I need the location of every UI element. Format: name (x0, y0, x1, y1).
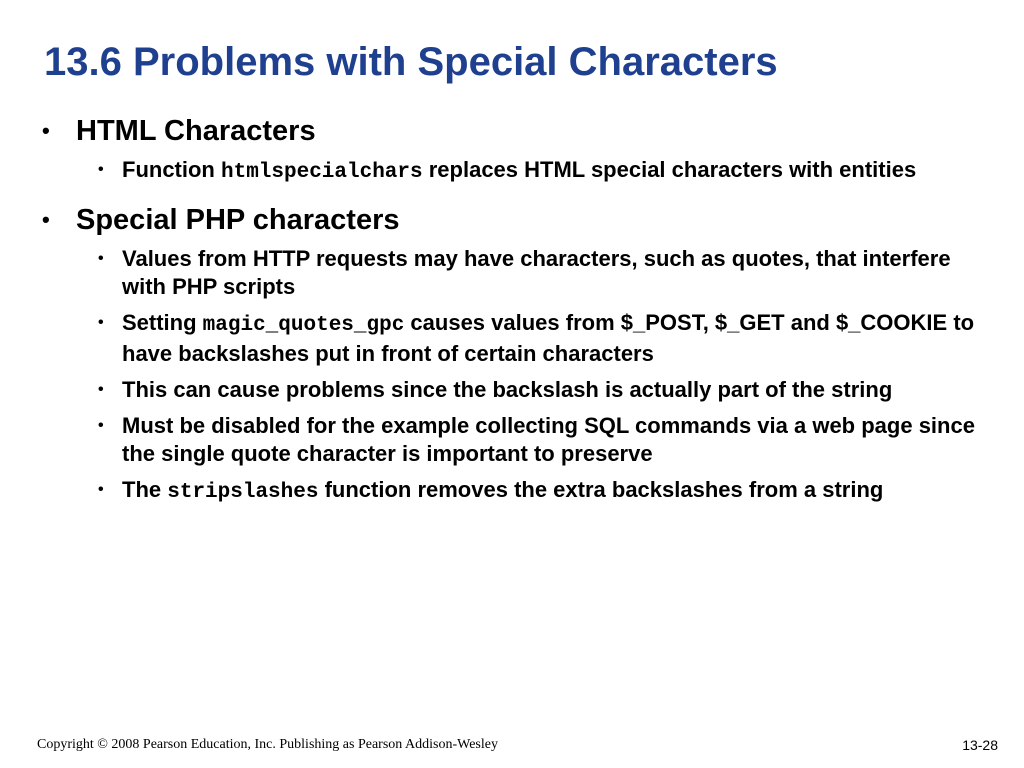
sub-bullet-marker: • (98, 161, 104, 178)
bullet-text: This can cause problems since the backslash is actually part of the string (122, 377, 893, 402)
bullet-http-requests (98, 245, 1000, 301)
text-after-code: causes values from $_POST, $_GET and $_COOKIE to have backslashes put in front of certain characters (122, 310, 975, 366)
code-magic-quotes-gpc: magic_quotes_gpc (202, 314, 405, 337)
bullet-magic-quotes (98, 309, 1000, 368)
text-after-code: function removes the extra backslashes from a string (318, 477, 884, 502)
bullet-htmlspecialchars (98, 156, 1000, 187)
bullet-text (122, 476, 982, 507)
bullet-stripslashes (98, 476, 1000, 507)
bullet-marker: • (42, 118, 50, 143)
text-after-code: replaces HTML special characters with entities (422, 157, 917, 182)
sub-bullet-marker: • (98, 417, 104, 434)
text-before-code: Function (122, 157, 221, 182)
sub-bullet-marker: • (98, 314, 104, 331)
code-htmlspecialchars: htmlspecialchars (220, 161, 423, 184)
text-before-code: The (122, 477, 168, 502)
code-stripslashes: stripslashes (167, 481, 319, 504)
bullet-backslash-problems (98, 376, 1000, 404)
slide-content (40, 112, 1000, 515)
bullet-must-be-disabled (98, 412, 1000, 468)
section-html-characters (40, 112, 1000, 150)
bullet-text: Must be disabled for the example collecting SQL commands via a web page since the single quote character is important to preserve (122, 413, 975, 466)
bullet-text (122, 309, 982, 368)
section-heading: HTML Characters (76, 115, 316, 147)
footer-copyright: Copyright © 2008 Pearson Education, Inc. Publishing as Pearson Addison-Wesley (37, 737, 498, 752)
bullet-text (122, 156, 982, 187)
footer-page-number: 13-28 (962, 737, 998, 753)
section-special-php-characters (40, 201, 1000, 239)
bullet-text: Values from HTTP requests may have characters, such as quotes, that interfere with PHP scripts (122, 246, 951, 299)
text-before-code: Setting (122, 310, 203, 335)
sub-bullet-marker: • (98, 481, 104, 498)
sub-bullet-marker: • (98, 250, 104, 267)
section-heading: Special PHP characters (76, 204, 400, 236)
bullet-marker: • (42, 207, 50, 232)
sub-bullet-marker: • (98, 381, 104, 398)
slide-title: 13.6 Problems with Special Characters (44, 40, 778, 84)
